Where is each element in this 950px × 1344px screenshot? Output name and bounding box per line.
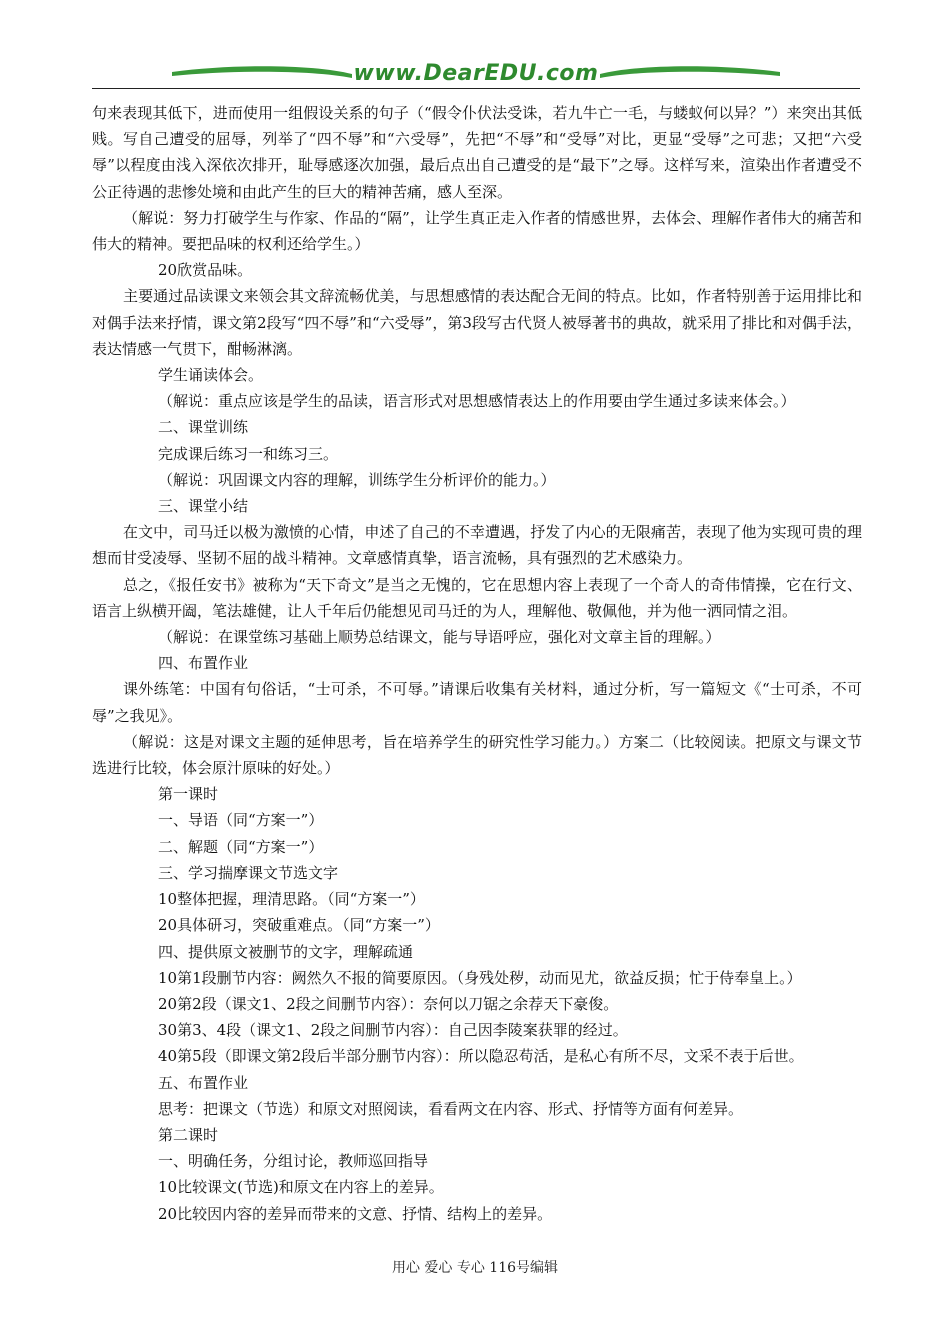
paragraph: 20第2段（课文1、2段之间删节内容）：奈何以刀锯之余荐天下豪俊。: [158, 994, 619, 1013]
paragraph: 20欣赏品味。: [158, 261, 253, 280]
paragraph: 五、布置作业: [158, 1073, 249, 1092]
paragraph: 四、提供原文被删节的文字，理解疏通: [158, 942, 414, 961]
paragraph: 20具体研习，突破重难点。（同“方案一”）: [158, 916, 440, 935]
paragraph: 主要通过品读课文来领会其文辞流畅优美，与思想感情的表达配合无间的特点。比如，作者特别善于运用排比和对偶手法来抒情，课文第2段写“四不辱”和“六受辱”，第3段写古代贤人被辱著书的典故，就采用了排比和对偶手法，表达情感一气贯下，酣畅淋漓。: [92, 287, 862, 358]
paragraph: 完成课后练习一和练习三。: [158, 444, 339, 463]
header-divider: [92, 88, 860, 89]
paragraph: 第二课时: [158, 1125, 219, 1144]
paragraph: 思考：把课文（节选）和原文对照阅读，看看两文在内容、形式、抒情等方面有何差异。: [158, 1099, 744, 1118]
paragraph: 第一课时: [158, 785, 219, 804]
paragraph: （解说：这是对课文主题的延伸思考，旨在培养学生的研究性学习能力。）方案二（比较阅读。把原文与课文节选进行比较，体会原汁原味的好处。）: [92, 732, 862, 778]
paragraph: 一、明确任务，分组讨论，教师巡回指导: [158, 1152, 429, 1171]
paragraph: （解说：巩固课文内容的理解，训练学生分析评价的能力。）: [158, 470, 556, 489]
paragraph: 四、布置作业: [158, 654, 249, 673]
paragraph: （解说：重点应该是学生的品读，语言形式对思想感情表达上的作用要由学生通过多读来体会。）: [158, 392, 796, 411]
paragraph: 三、课堂小结: [158, 497, 249, 516]
site-logo[interactable]: www.DearEDU.com: [353, 61, 599, 86]
paragraph: 总之，《报任安书》被称为“天下奇文”是当之无愧的，它在思想内容上表现了一个奇人的奇伟情操，它在行文、语言上纵横开阖，笔法雄健，让人千年后仍能想见司马迁的为人，理解他、敬佩他，并为他一洒同情之泪。: [92, 575, 862, 620]
document-body: [92, 100, 862, 1227]
paragraph: 30第3、4段（课文1、2段之间删节内容）：自己因李陵案获罪的经过。: [158, 1021, 628, 1040]
paragraph: 学生诵读体会。: [158, 366, 264, 385]
paragraph: 10整体把握，理清思路。（同“方案一”）: [158, 890, 425, 909]
paragraph: （解说：努力打破学生与作家、作品的“隔”，让学生真正走入作者的情感世界，去体会、理解作者伟大的痛苦和伟大的精神。要把品味的权利还给学生。）: [92, 208, 862, 254]
paragraph: （解说：在课堂练习基础上顺势总结课文，能与导语呼应，强化对文章主旨的理解。）: [158, 628, 721, 647]
paragraph: 课外练笔：中国有句俗话，“士可杀，不可辱。”请课后收集有关材料，通过分析，写一篇短文《“士可杀，不可辱”之我见》。: [92, 680, 862, 725]
paragraph: 40第5段（即课文第2段后半部分删节内容）：所以隐忍苟活，是私心有所不尽，文采不表于后世。: [158, 1047, 804, 1066]
paragraph: 一、导语（同“方案一”）: [158, 811, 324, 830]
paragraph: 10第1段删节内容：阙然久不报的简要原因。（身残处秽，动而见尤，欲益反损；忙于侍奉皇上。）: [158, 968, 802, 987]
paragraph: 二、课堂训练: [158, 418, 249, 437]
paragraph: 三、学习揣摩课文节选文字: [158, 863, 339, 882]
paragraph: 10比较课文(节选)和原文在内容上的差异。: [158, 1178, 444, 1197]
paragraph: 在文中，司马迁以极为激愤的心情，申述了自己的不幸遭遇，抒发了内心的无限痛苦，表现了他为实现可贵的理想而甘受凌辱、坚韧不屈的战斗精神。文章感情真挚，语言流畅，具有强烈的艺术感染力。: [92, 523, 862, 568]
paragraph: 句来表现其低下，进而使用一组假设关系的句子（“假令仆伏法受诛，若九牛亡一毛，与蝼蚁何以异？”）来突出其低贱。写自己遭受的屈辱，列举了“四不辱”和“六受辱”，先把“不辱”和“受辱”对比，更显“受辱”之可悲；又把“六受辱”以程度由浅入深依次排开，耻辱感逐次加强，最后点出自己遭受的是“最下”之辱。这样写来，渲染出作者遭受不公正待遇的悲惨处境和由此产生的巨大的精神苦痛，感人至深。: [92, 104, 862, 201]
page-footer: 用心 爱心 专心 116号编辑: [391, 1260, 559, 1276]
page-header: [92, 58, 860, 92]
paragraph: 20比较因内容的差异而带来的文意、抒情、结构上的差异。: [158, 1204, 553, 1223]
paragraph: 二、解题（同“方案一”）: [158, 837, 324, 856]
